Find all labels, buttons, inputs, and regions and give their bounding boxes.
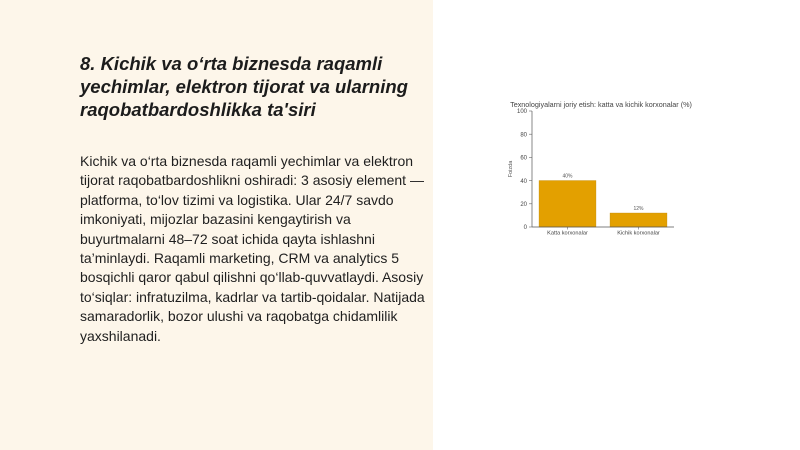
bar-data-label: 40% [562,173,573,180]
y-axis-label: Foizda [508,160,514,178]
bar [610,213,667,227]
slide-body-text: Kichik va o‘rta biznesda raqamli yechimlar va elektron tijorat raqobatbardoshlikni oshiradi: 3 asosiy element — platforma, to‘lov tizimi va logistika. Ular 24/7 savdo imkoniyati, mijozlar bazasini kengaytirish va buyurtmalarni 48–72 soat ichida qayta ishlashni ta’minlaydi. Raqamli marketing, CRM va analytics 5 bosqichli qaror qabul qilishni qo‘llab-quvvatlaydi. Asosiy to‘siqlar: infratuzilma, kadrlar va tartib-qoidalar. Natijada samaradorlik, bozor ulushi va raqobatga chidamlilik yaxshilanadi. [80,153,425,344]
bar [539,181,596,227]
y-tick-label: 0 [523,225,527,232]
y-tick-label: 40 [520,178,527,185]
x-tick-label: Kichik korxonalar [617,230,660,237]
y-tick-label: 100 [516,109,527,116]
x-tick-label: Katta korxonalar [547,230,588,237]
chart-title: Texnologiyalarni joriy etish: katta va kichik korxonalar (%) [510,100,692,109]
bar-data-label: 12% [633,206,644,213]
bar-chart [478,99,728,241]
y-tick-label: 20 [520,202,527,208]
y-tick-label: 60 [520,155,527,162]
y-tick-label: 80 [520,132,527,139]
chart-svg [478,99,728,241]
slide-title: 8. Kichik va o‘rta biznesda raqamli yechimlar, elektron tijorat va ularning raqobatbardoshlikka ta'siri [80,53,408,120]
